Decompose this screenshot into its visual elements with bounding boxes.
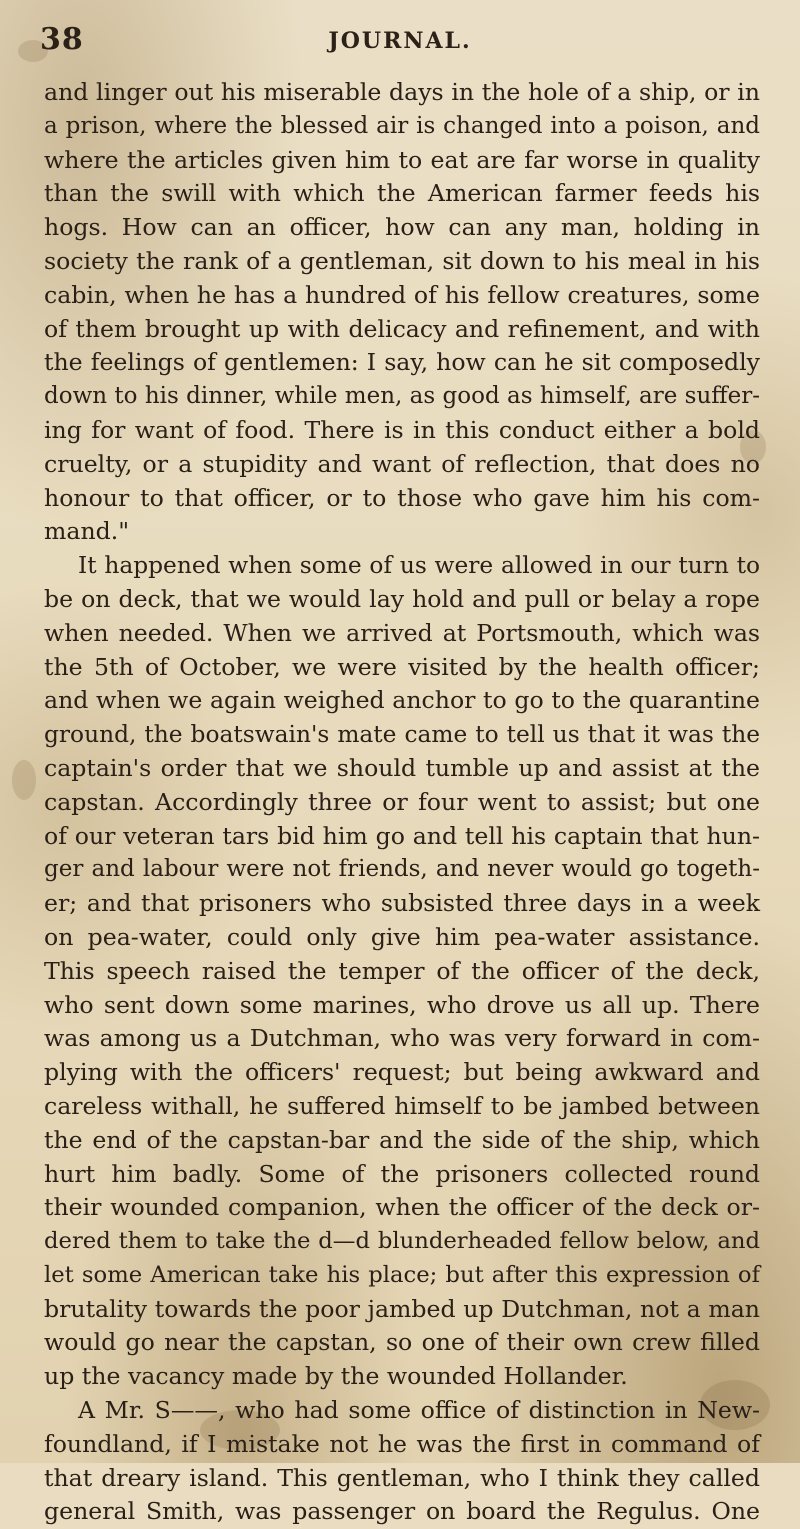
text-line: the feelings of gentlemen: I say, how can he sit composedly xyxy=(44,348,760,377)
text-line: foundland, if I mistake not he was the first in command of xyxy=(44,1429,760,1458)
text-line: honour to that officer, or to those who gave him his com- xyxy=(44,483,760,512)
text-line: and linger out his miserable days in the hole of a ship, or in xyxy=(44,78,760,106)
text-line: who sent down some marines, who drove us all up. There xyxy=(44,990,760,1019)
body-text xyxy=(44,76,760,1529)
text-line: let some American take his place; but after this expression of xyxy=(44,1261,760,1288)
text-line: This speech raised the temper of the officer of the deck, xyxy=(44,956,760,985)
text-line: cabin, when he has a hundred of his fellow creatures, some xyxy=(44,280,760,309)
text-line: a prison, where the blessed air is changed into a poison, and xyxy=(44,112,760,139)
text-line: their wounded companion, when the officer of the deck or- xyxy=(44,1193,760,1222)
text-line: would go near the capstan, so one of their own crew filled xyxy=(44,1328,760,1357)
running-head: JOURNAL. xyxy=(328,28,472,54)
text-line: be on deck, that we would lay hold and pull or belay a rope xyxy=(44,584,760,613)
page-number: 38 xyxy=(40,22,84,57)
text-line: than the swill with which the American farmer feeds his xyxy=(44,179,760,208)
text-line: ing for want of food. There is in this conduct either a bold xyxy=(44,415,760,444)
text-line: the 5th of October, we were visited by the health officer; xyxy=(44,652,760,681)
text-line: captain's order that we should tumble up and assist at the xyxy=(44,753,760,782)
page-header xyxy=(0,22,800,72)
text-line: dered them to take the d—d blunderheaded fellow below, and xyxy=(44,1228,760,1255)
text-line: mand." xyxy=(44,517,130,546)
text-line: cruelty, or a stupidity and want of reflection, that does no xyxy=(44,449,760,478)
text-line: brutality towards the poor jambed up Dutchman, not a man xyxy=(44,1294,760,1323)
text-line: of them brought up with delicacy and refinement, and with xyxy=(44,314,760,343)
text-line: was among us a Dutchman, who was very forward in com- xyxy=(44,1024,760,1053)
text-line: general Smith, was passenger on board the Regulus. One xyxy=(44,1497,760,1526)
text-line: the end of the capstan-bar and the side of the ship, which xyxy=(44,1125,760,1154)
text-line: capstan. Accordingly three or four went to assist; but one xyxy=(44,787,760,816)
text-line: when needed. When we arrived at Portsmouth, which was xyxy=(44,618,760,647)
text-line: It happened when some of us were allowed in our turn to xyxy=(78,552,760,580)
text-line: on pea-water, could only give him pea-water assistance. xyxy=(44,922,760,951)
text-line: where the articles given him to eat are far worse in quality xyxy=(44,145,760,174)
text-line: society the rank of a gentleman, sit down to his meal in his xyxy=(44,246,760,275)
text-line: that dreary island. This gentleman, who I think they called xyxy=(44,1463,760,1492)
text-line: and when we again weighed anchor to go to the quarantine xyxy=(44,686,760,715)
text-line: careless withall, he suffered himself to be jambed between xyxy=(44,1091,760,1120)
text-line: up the vacancy made by the wounded Hollander. xyxy=(44,1362,628,1391)
text-line: er; and that prisoners who subsisted three days in a week xyxy=(44,889,760,918)
text-line: hurt him badly. Some of the prisoners collected round xyxy=(44,1159,760,1188)
text-line: of our veteran tars bid him go and tell his captain that hun- xyxy=(44,821,760,850)
text-line: plying with the officers' request; but being awkward and xyxy=(44,1058,760,1087)
paper-stain xyxy=(12,760,36,800)
text-line: ger and labour were not friends, and never would go togeth- xyxy=(44,856,760,883)
text-line: hogs. How can an officer, how can any man, holding in xyxy=(44,213,760,242)
text-line: A Mr. S——, who had some office of distinction in New- xyxy=(78,1396,760,1425)
text-line: down to his dinner, while men, as good as himself, are suffer- xyxy=(44,383,760,410)
text-line: ground, the boatswain's mate came to tell us that it was the xyxy=(44,721,760,749)
